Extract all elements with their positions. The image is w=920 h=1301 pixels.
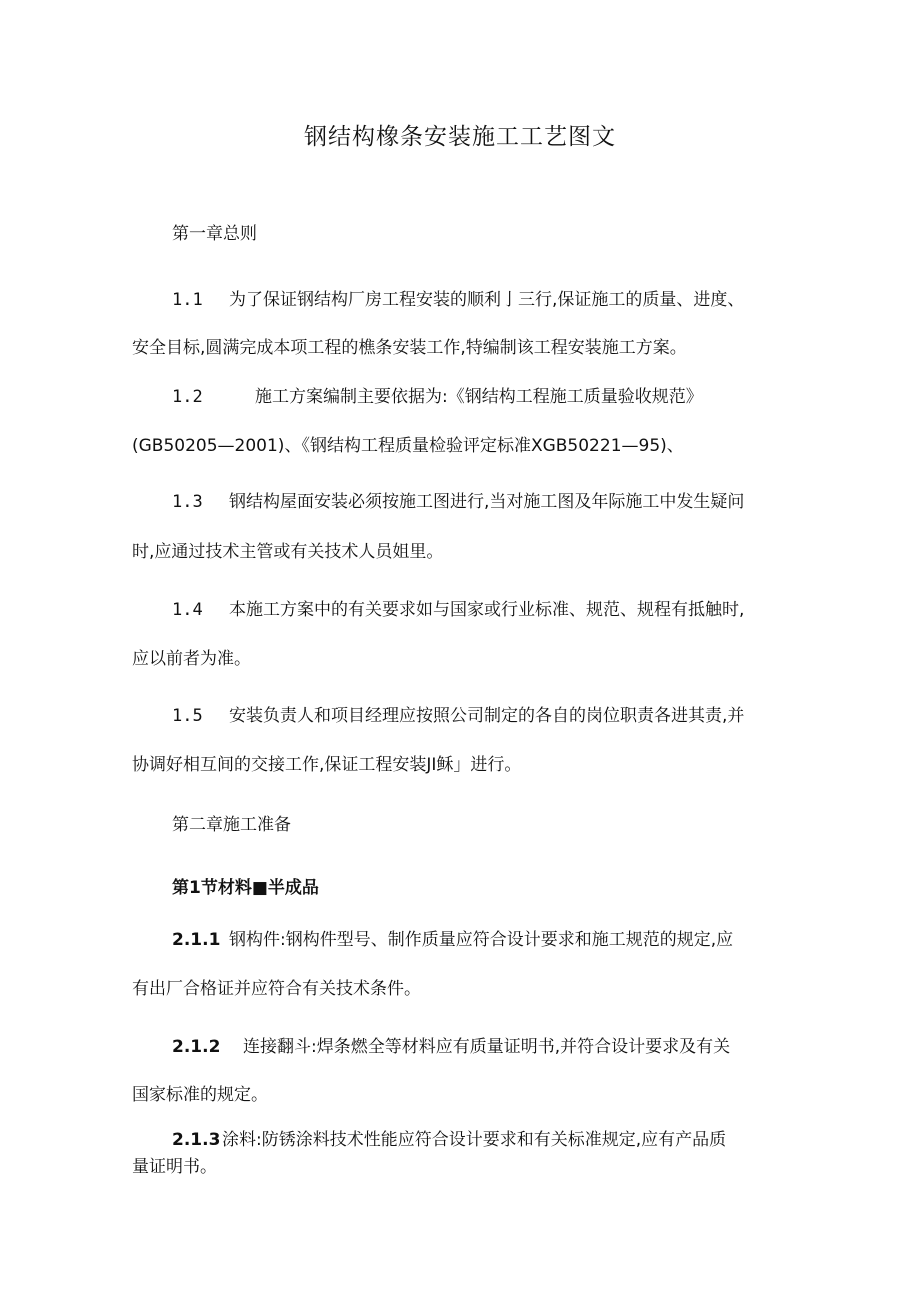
clause-1-1-line-1: 为了保证钢结构厂房工程安装的顺利亅三行,保证施工的质量、进度、: [229, 290, 745, 310]
clause-2-1-2-line-2: 国家标准的规定。: [132, 1085, 268, 1105]
clause-1-4-number: 1.4: [172, 600, 203, 620]
clause-1-3-line-1: 钢结构屋面安装必须按施工图进行,当对施工图及年际施工中发生疑问: [229, 492, 745, 512]
clause-2-1-3-number: 2.1.3: [172, 1130, 221, 1150]
clause-1-1-number: 1.1: [172, 290, 203, 310]
clause-1-3-line-2: 时,应通过技术主管或有关技术人员姐里。: [132, 542, 444, 562]
clause-2-1-1-number: 2.1.1: [172, 930, 221, 950]
clause-2-1-3-line-1: 涂料:防锈涂料技术性能应符合设计要求和有关标准规定,应有产品质: [222, 1130, 727, 1150]
chapter-2-heading: 第二章施工准备: [172, 815, 291, 835]
clause-1-4-line-1: 本施工方案中的有关要求如与国家或行业标准、规范、规程有抵触时,: [229, 600, 745, 620]
clause-2-1-2-number: 2.1.2: [172, 1037, 221, 1057]
clause-2-1-1-line-1: 钢构件:钢构件型号、制作质量应符合设计要求和施工规范的规定,应: [229, 930, 734, 950]
clause-2-1-2-line-1: 连接翻斗:焊条燃全等材料应有质量证明书,并符合设计要求及有关: [243, 1037, 731, 1057]
clause-1-5-line-2: 协调好相互间的交接工作,保证工程安装JI稣」进行。: [132, 755, 522, 775]
clause-1-5-number: 1.5: [172, 706, 203, 726]
clause-2-1-3-line-2: 量证明书。: [132, 1157, 217, 1177]
clause-1-3-number: 1.3: [172, 492, 203, 512]
clause-1-2-line-1: 施工方案编制主要依据为:《钢结构工程施工质量验收规范》: [255, 387, 703, 407]
clause-2-1-1-line-2: 有出厂合格证并应符合有关技术条件。: [132, 979, 421, 999]
clause-1-2-line-2: (GB50205—2001)、《钢结构工程质量检验评定标准XGB50221—95)、: [132, 436, 684, 456]
clause-1-2-number: 1.2: [172, 387, 203, 407]
document-title: 钢结构橡条安装施工工艺图文: [304, 124, 616, 150]
chapter-1-heading: 第一章总则: [172, 224, 257, 244]
clause-1-5-line-1: 安装负责人和项目经理应按照公司制定的各自的岗位职责各进其责,并: [229, 706, 745, 726]
clause-1-4-line-2: 应以前者为准。: [132, 649, 251, 669]
section-1-heading: 第1节材料■半成品: [172, 878, 319, 898]
clause-1-1-line-2: 安全目标,圆满完成本项工程的樵条安装工作,特编制该工程安装施工方案。: [132, 338, 687, 358]
